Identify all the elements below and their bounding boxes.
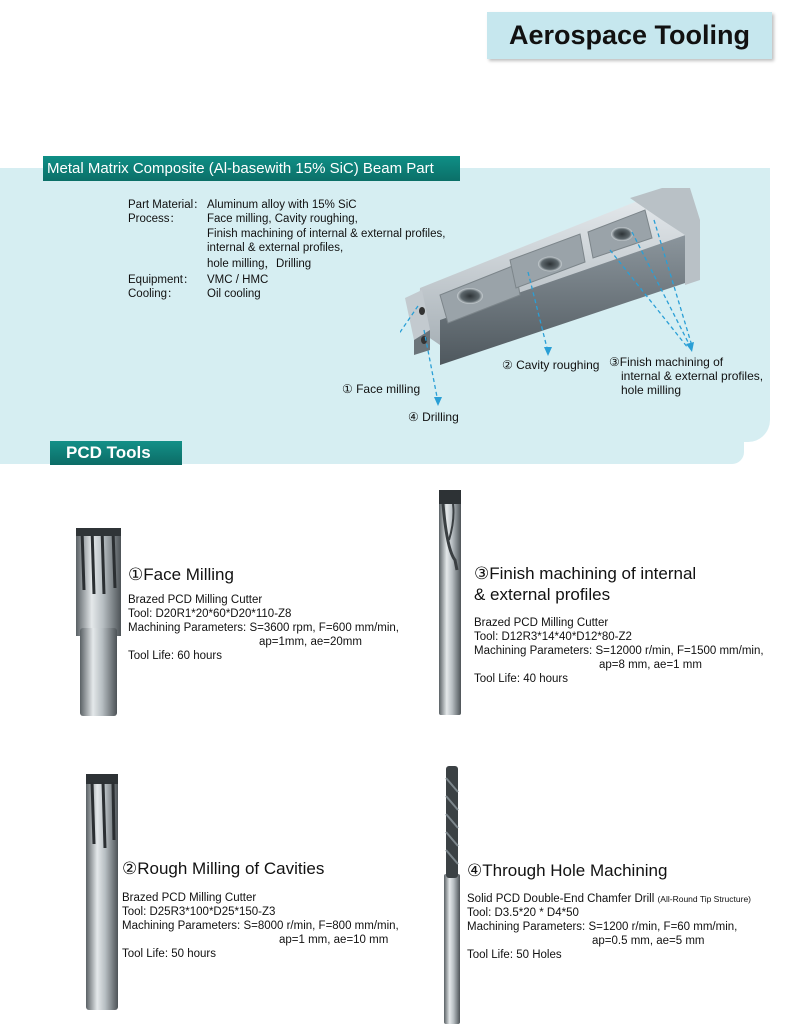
tool-params: Machining Parameters: S=1200 r/min, F=60 mm/min, [467,921,738,933]
equipment-label: Equipment： [128,274,195,286]
face-mill-cutter-image [70,528,128,718]
cooling-label: Cooling： [128,288,179,300]
callout-finish-machining: internal & external profiles, [621,369,764,383]
callout-drilling: ④ Drilling [408,410,459,424]
part-material-label: Part Material： [128,199,205,211]
finish-end-mill-image [433,490,467,720]
tool-life: Tool Life: 40 hours [474,673,568,685]
tool-life: Tool Life: 50 Holes [467,949,562,961]
callout-finish-machining: hole milling [621,383,682,397]
cooling-value: Oil cooling [207,288,261,300]
page-title-tag [487,12,772,59]
tool-type-note: (All-Round Tip Structure) [657,894,752,904]
callout-finish-machining: ③Finish machining of [609,355,724,369]
tool-params-cont: ap=0.5 mm, ae=5 mm [592,935,705,947]
tool-title: & external profiles [474,585,611,604]
chamfer-drill-image [437,764,467,1026]
process-label: Process： [128,213,182,225]
tool-params: Machining Parameters: S=8000 r/min, F=800 mm/min, [122,920,399,932]
tool-title: ③Finish machining of internal [474,564,697,583]
tool-spec: Tool: D3.5*20 * D4*50 [467,907,579,919]
tool-params-cont: ap=8 mm, ae=1 mm [599,659,702,671]
callout-face-milling: ① Face milling [342,382,421,396]
process-line: Face milling, Cavity roughing, [207,213,358,225]
tool-type-main: Solid PCD Double-End Chamfer Drill [467,893,658,905]
process-line: internal & external profiles, [207,242,344,254]
tool-title: ④Through Hole Machining [467,861,668,880]
tool-life: Tool Life: 50 hours [122,948,216,960]
case-title-bar [43,156,460,181]
tool-title: ②Rough Milling of Cavities [122,859,325,878]
tool-spec: Tool: D20R1*20*60*D20*110-Z8 [128,608,292,620]
tool-title: ①Face Milling [128,565,234,584]
tool-type: Brazed PCD Milling Cutter [122,892,257,904]
tool-params: Machining Parameters: S=12000 r/min, F=1500 mm/min, [474,645,764,657]
page-title: Aerospace Tooling [508,20,751,50]
section-header: PCD Tools [66,443,151,462]
tool-spec: Tool: D25R3*100*D25*150-Z3 [122,906,276,918]
tool-type: Brazed PCD Milling Cutter [128,594,263,606]
tool-life: Tool Life: 60 hours [128,650,222,662]
process-line: Finish machining of internal & external profiles, [207,228,446,240]
tool-spec: Tool: D12R3*14*40*D12*80-Z2 [474,631,632,643]
tool-params: Machining Parameters: S=3600 rpm, F=600 mm/min, [128,622,400,634]
section-header-bar [50,441,182,465]
tool-params-cont: ap=1 mm, ae=10 mm [279,934,389,946]
beam-part-illustration [400,180,770,430]
tool-params-cont: ap=1mm, ae=20mm [259,636,362,648]
tool-type: Brazed PCD Milling Cutter [474,617,609,629]
rough-mill-cutter-image [78,774,126,1014]
case-title: Metal Matrix Composite (Al-basewith 15% SiC) Beam Part [47,160,434,177]
tool-type [467,892,751,906]
callout-cavity-roughing: ② Cavity roughing [502,358,600,372]
part-material-value: Aluminum alloy with 15% SiC [207,199,357,211]
equipment-value: VMC / HMC [207,274,269,286]
process-line: hole milling，Drilling [207,258,312,270]
